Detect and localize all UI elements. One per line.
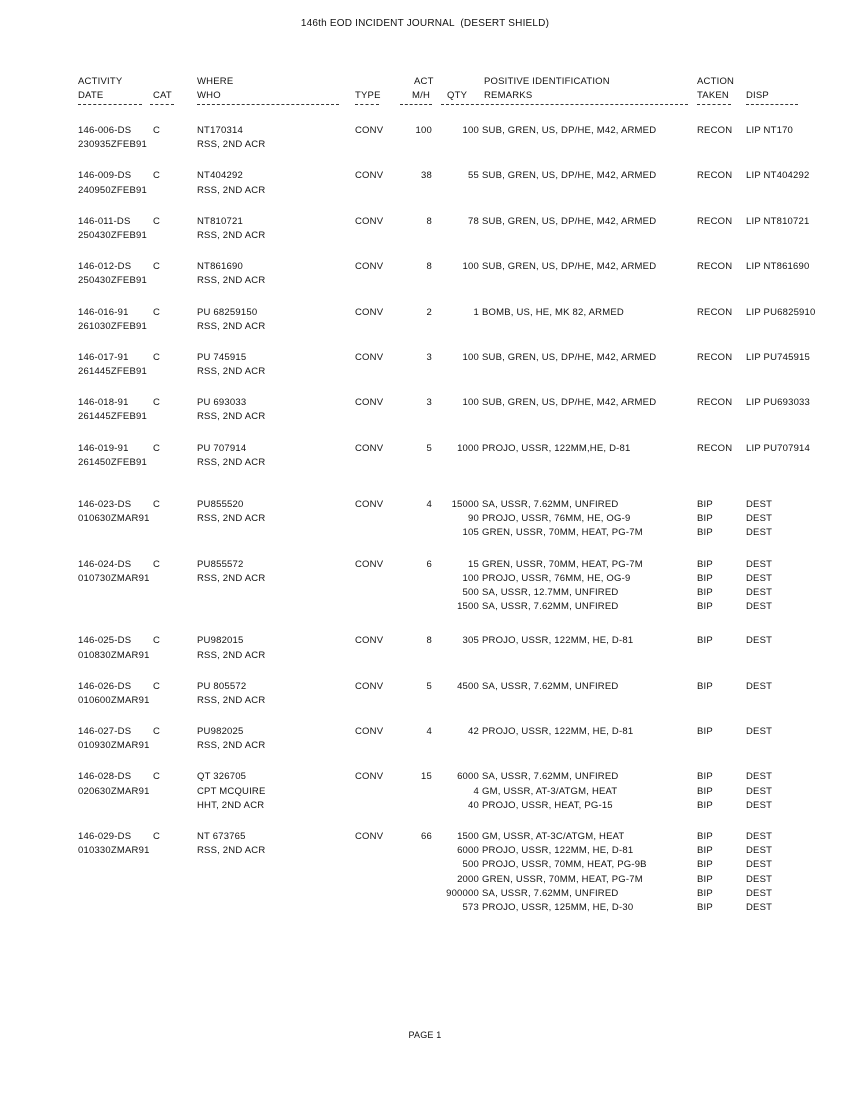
entry-line	[0, 170, 850, 184]
date-time-group: 240950ZFEB91	[78, 184, 147, 196]
remarks: PROJO, USSR, 122MM, HE, D-81	[482, 635, 634, 647]
remarks: GREN, USSR, 70MM, HEAT, PG-7M	[482, 873, 643, 885]
entry-line	[0, 125, 850, 139]
incident-number: 146-017-91	[78, 351, 129, 363]
location-who: NT810721	[197, 215, 243, 227]
incident-entry	[0, 726, 850, 754]
action-taken: BIP	[697, 845, 713, 857]
remarks: SA, USSR, 7.62MM, UNFIRED	[482, 887, 619, 899]
quantity: 100	[462, 572, 479, 584]
quantity: 1	[473, 306, 479, 318]
incident-entry	[0, 352, 850, 380]
remarks: BOMB, US, HE, MK 82, ARMED	[482, 306, 624, 318]
location-who: CPT MCQUIRE	[197, 785, 266, 797]
date-time-group: 020630ZMAR91	[78, 785, 150, 797]
disposition: LIP PU707914	[746, 442, 811, 454]
header-mh: M/H	[412, 90, 431, 101]
disposition: DEST	[746, 771, 773, 783]
disposition: DEST	[746, 845, 773, 857]
quantity: 42	[468, 726, 479, 738]
entry-line	[0, 800, 850, 814]
divider	[78, 104, 142, 105]
incident-number: 146-028-DS	[78, 771, 132, 783]
entry-line	[0, 352, 850, 366]
remarks: PROJO, USSR, 122MM, HE, D-81	[482, 726, 634, 738]
entry-line	[0, 499, 850, 513]
action-taken: BIP	[697, 586, 713, 598]
divider	[400, 104, 432, 105]
divider	[355, 104, 379, 105]
category: C	[153, 215, 161, 227]
entry-line	[0, 307, 850, 321]
entry-line	[0, 888, 850, 902]
incident-number: 146-025-DS	[78, 635, 132, 647]
remarks: SA, USSR, 7.62MM, UNFIRED	[482, 601, 619, 613]
quantity: 105	[462, 527, 479, 539]
quantity: 1500	[457, 601, 479, 613]
entry-line	[0, 513, 850, 527]
divider	[697, 104, 731, 105]
disposition: DEST	[746, 680, 773, 692]
quantity: 305	[462, 635, 479, 647]
man-hours: 3	[426, 397, 432, 409]
disposition: DEST	[746, 799, 773, 811]
action-taken: BIP	[697, 799, 713, 811]
disposition: DEST	[746, 726, 773, 738]
incident-entry	[0, 216, 850, 244]
action-taken: BIP	[697, 901, 713, 913]
quantity: 100	[462, 125, 479, 136]
location-who: RSS, 2ND ACR	[197, 572, 266, 584]
category: C	[153, 499, 161, 510]
disposition: DEST	[746, 873, 773, 885]
action-taken: RECON	[697, 261, 733, 273]
entry-line	[0, 443, 850, 457]
entry-line	[0, 859, 850, 873]
quantity: 1500	[457, 831, 479, 842]
man-hours: 2	[426, 306, 432, 318]
incident-type: CONV	[355, 306, 384, 318]
entry-line	[0, 681, 850, 695]
location-who: NT404292	[197, 170, 243, 182]
action-taken: BIP	[697, 785, 713, 797]
action-taken: RECON	[697, 125, 733, 136]
remarks: SUB, GREN, US, DP/HE, M42, ARMED	[482, 170, 657, 182]
location-who: RSS, 2ND ACR	[197, 740, 266, 752]
incident-entry	[0, 125, 850, 153]
disposition: LIP NT861690	[746, 261, 810, 273]
action-taken: BIP	[697, 558, 713, 570]
action-taken: BIP	[697, 873, 713, 885]
category: C	[153, 397, 161, 409]
remarks: PROJO, USSR, 125MM, HE, D-30	[482, 901, 634, 913]
category: C	[153, 261, 161, 273]
incident-entry	[0, 261, 850, 289]
entry-line	[0, 845, 850, 859]
quantity: 2000	[457, 873, 479, 885]
incident-type: CONV	[355, 726, 384, 738]
entry-line	[0, 902, 850, 916]
entry-line	[0, 786, 850, 800]
location-who: RSS, 2ND ACR	[197, 320, 266, 332]
location-who: RSS, 2ND ACR	[197, 411, 266, 423]
header-remarks: REMARKS	[484, 90, 533, 101]
date-time-group: 010930ZMAR91	[78, 740, 150, 752]
location-who: PU 805572	[197, 680, 247, 692]
header-disp: DISP	[746, 90, 769, 101]
location-who: RSS, 2ND ACR	[197, 649, 266, 661]
action-taken: BIP	[697, 831, 713, 842]
journal-title: 146th EOD INCIDENT JOURNAL (DESERT SHIELD)	[300, 18, 550, 29]
action-taken: BIP	[697, 680, 713, 692]
category: C	[153, 170, 161, 182]
action-taken: BIP	[697, 771, 713, 783]
action-taken: BIP	[697, 887, 713, 899]
remarks: SA, USSR, 7.62MM, UNFIRED	[482, 771, 619, 783]
action-taken: BIP	[697, 635, 713, 647]
disposition: DEST	[746, 785, 773, 797]
divider	[441, 104, 688, 105]
disposition: DEST	[746, 513, 773, 525]
date-time-group: 250430ZFEB91	[78, 275, 147, 287]
location-who: PU 745915	[197, 351, 247, 363]
entry-line	[0, 650, 850, 664]
quantity: 90	[468, 513, 479, 525]
action-taken: RECON	[697, 306, 733, 318]
man-hours: 8	[426, 215, 432, 227]
location-who: PU982025	[197, 726, 244, 738]
incident-entry	[0, 443, 850, 471]
location-who: NT861690	[197, 261, 243, 273]
divider	[197, 104, 339, 105]
location-who: PU982015	[197, 635, 244, 647]
man-hours: 5	[426, 442, 432, 454]
incident-number: 146-026-DS	[78, 680, 132, 692]
incident-number: 146-009-DS	[78, 170, 132, 182]
header-qty: QTY	[447, 90, 468, 101]
category: C	[153, 306, 161, 318]
entry-line	[0, 527, 850, 541]
disposition: DEST	[746, 572, 773, 584]
entry-line	[0, 411, 850, 425]
entry-line	[0, 275, 850, 289]
remarks: SA, USSR, 12.7MM, UNFIRED	[482, 586, 619, 598]
date-time-group: 261030ZFEB91	[78, 320, 147, 332]
disposition: DEST	[746, 901, 773, 913]
remarks: SUB, GREN, US, DP/HE, M42, ARMED	[482, 215, 657, 227]
quantity: 500	[462, 859, 479, 871]
incident-number: 146-029-DS	[78, 831, 132, 842]
disposition: DEST	[746, 601, 773, 613]
quantity: 4	[473, 785, 479, 797]
incident-type: CONV	[355, 499, 384, 510]
header-positive-id: POSITIVE IDENTIFICATION	[484, 76, 610, 87]
header-action: ACTION	[697, 76, 735, 87]
location-who: RSS, 2ND ACR	[197, 694, 266, 706]
action-taken: BIP	[697, 859, 713, 871]
incident-type: CONV	[355, 215, 384, 227]
action-taken: RECON	[697, 215, 733, 227]
man-hours: 8	[426, 635, 432, 647]
man-hours: 15	[421, 771, 432, 783]
category: C	[153, 125, 161, 136]
disposition: LIP PU745915	[746, 351, 811, 363]
location-who: RSS, 2ND ACR	[197, 139, 266, 151]
incident-entry	[0, 559, 850, 616]
incident-type: CONV	[355, 635, 384, 647]
location-who: HHT, 2ND ACR	[197, 799, 265, 811]
man-hours: 3	[426, 351, 432, 363]
disposition: DEST	[746, 831, 773, 842]
remarks: GM, USSR, AT-3C/ATGM, HEAT	[482, 831, 625, 842]
incident-number: 146-024-DS	[78, 558, 132, 570]
incident-number: 146-016-91	[78, 306, 129, 318]
date-time-group: 010330ZMAR91	[78, 845, 150, 857]
date-time-group: 010730ZMAR91	[78, 572, 150, 584]
date-time-group: 010630ZMAR91	[78, 513, 150, 525]
disposition: DEST	[746, 586, 773, 598]
header-where: WHERE	[197, 76, 234, 87]
entry-line	[0, 185, 850, 199]
disposition: DEST	[746, 499, 773, 510]
location-who: RSS, 2ND ACR	[197, 456, 266, 468]
entry-line	[0, 397, 850, 411]
date-time-group: 261445ZFEB91	[78, 411, 147, 423]
entry-line	[0, 261, 850, 275]
category: C	[153, 831, 161, 842]
header-who: WHO	[197, 90, 221, 101]
date-time-group: 230935ZFEB91	[78, 139, 147, 151]
divider	[150, 104, 174, 105]
action-taken: BIP	[697, 572, 713, 584]
remarks: SUB, GREN, US, DP/HE, M42, ARMED	[482, 397, 657, 409]
man-hours: 6	[426, 558, 432, 570]
incident-type: CONV	[355, 771, 384, 783]
header-date: DATE	[78, 90, 104, 101]
action-taken: RECON	[697, 351, 733, 363]
entry-line	[0, 366, 850, 380]
date-time-group: 010830ZMAR91	[78, 649, 150, 661]
remarks: SUB, GREN, US, DP/HE, M42, ARMED	[482, 261, 657, 273]
man-hours: 100	[415, 125, 432, 136]
location-who: PU855572	[197, 558, 244, 570]
action-taken: RECON	[697, 170, 733, 182]
category: C	[153, 635, 161, 647]
man-hours: 66	[421, 831, 432, 842]
quantity: 6000	[457, 845, 479, 857]
remarks: SA, USSR, 7.62MM, UNFIRED	[482, 680, 619, 692]
man-hours: 4	[426, 499, 432, 510]
location-who: RSS, 2ND ACR	[197, 275, 266, 287]
incident-entry	[0, 681, 850, 709]
incident-number: 146-006-DS	[78, 125, 132, 136]
incident-type: CONV	[355, 680, 384, 692]
disposition: DEST	[746, 859, 773, 871]
man-hours: 4	[426, 726, 432, 738]
quantity: 15	[468, 558, 479, 570]
disposition: DEST	[746, 527, 773, 539]
page-number: PAGE 1	[408, 1030, 442, 1040]
disposition: LIP PU693033	[746, 397, 811, 409]
disposition: LIP NT810721	[746, 215, 810, 227]
remarks: SUB, GREN, US, DP/HE, M42, ARMED	[482, 351, 657, 363]
header-cat: CAT	[153, 90, 172, 101]
action-taken: BIP	[697, 499, 713, 510]
category: C	[153, 680, 161, 692]
entry-line	[0, 874, 850, 888]
date-time-group: 261445ZFEB91	[78, 366, 147, 378]
man-hours: 38	[421, 170, 432, 182]
quantity: 40	[468, 799, 479, 811]
entry-line	[0, 726, 850, 740]
incident-type: CONV	[355, 558, 384, 570]
entry-line	[0, 230, 850, 244]
quantity: 4500	[457, 680, 479, 692]
incident-number: 146-012-DS	[78, 261, 132, 273]
entry-line	[0, 695, 850, 709]
date-time-group: 261450ZFEB91	[78, 456, 147, 468]
remarks: GREN, USSR, 70MM, HEAT, PG-7M	[482, 527, 643, 539]
entry-line	[0, 771, 850, 785]
entry-line	[0, 635, 850, 649]
incident-number: 146-018-91	[78, 397, 129, 409]
remarks: PROJO, USSR, 76MM, HE, OG-9	[482, 513, 631, 525]
quantity: 55	[468, 170, 479, 182]
location-who: QT 326705	[197, 771, 247, 783]
incident-entry	[0, 170, 850, 198]
entry-line	[0, 573, 850, 587]
remarks: GREN, USSR, 70MM, HEAT, PG-7M	[482, 558, 643, 570]
disposition: LIP NT170	[746, 125, 794, 136]
quantity: 15000	[451, 499, 479, 510]
remarks: PROJO, USSR, 122MM,HE, D-81	[482, 442, 631, 454]
date-time-group: 010600ZMAR91	[78, 694, 150, 706]
header-taken: TAKEN	[697, 90, 729, 101]
location-who: RSS, 2ND ACR	[197, 184, 266, 196]
entry-line	[0, 587, 850, 601]
incident-number: 146-027-DS	[78, 726, 132, 738]
entry-line	[0, 457, 850, 471]
location-who: PU855520	[197, 499, 244, 510]
action-taken: RECON	[697, 442, 733, 454]
action-taken: BIP	[697, 527, 713, 539]
man-hours: 8	[426, 261, 432, 273]
header-act: ACT	[414, 76, 434, 87]
incident-number: 146-011-DS	[78, 215, 131, 227]
location-who: RSS, 2ND ACR	[197, 513, 266, 525]
action-taken: BIP	[697, 601, 713, 613]
incident-number: 146-023-DS	[78, 499, 132, 510]
category: C	[153, 351, 161, 363]
quantity: 6000	[457, 771, 479, 783]
remarks: PROJO, USSR, HEAT, PG-15	[482, 799, 613, 811]
category: C	[153, 558, 161, 570]
entry-line	[0, 831, 850, 845]
entry-line	[0, 139, 850, 153]
incident-entry	[0, 771, 850, 814]
incident-entry	[0, 831, 850, 916]
incident-type: CONV	[355, 442, 384, 454]
location-who: PU 693033	[197, 397, 247, 409]
incident-type: CONV	[355, 351, 384, 363]
category: C	[153, 726, 161, 738]
incident-type: CONV	[355, 397, 384, 409]
quantity: 900000	[446, 887, 479, 899]
date-time-group: 250430ZFEB91	[78, 229, 147, 241]
quantity: 78	[468, 215, 479, 227]
entry-line	[0, 740, 850, 754]
incident-type: CONV	[355, 170, 384, 182]
action-taken: RECON	[697, 397, 733, 409]
incident-type: CONV	[355, 125, 384, 136]
entry-line	[0, 559, 850, 573]
entry-line	[0, 601, 850, 615]
man-hours: 5	[426, 680, 432, 692]
quantity: 100	[462, 351, 479, 363]
incident-list	[0, 125, 850, 933]
incident-type: CONV	[355, 831, 384, 842]
quantity: 1000	[457, 442, 479, 454]
remarks: GM, USSR, AT-3/ATGM, HEAT	[482, 785, 618, 797]
disposition: DEST	[746, 558, 773, 570]
incident-number: 146-019-91	[78, 442, 129, 454]
disposition: DEST	[746, 887, 773, 899]
disposition: LIP PU6825910	[746, 306, 816, 318]
location-who: RSS, 2ND ACR	[197, 366, 266, 378]
category: C	[153, 771, 161, 783]
category: C	[153, 442, 161, 454]
location-who: PU 68259150	[197, 306, 258, 318]
disposition: DEST	[746, 635, 773, 647]
remarks: PROJO, USSR, 122MM, HE, D-81	[482, 845, 634, 857]
remarks: PROJO, USSR, 70MM, HEAT, PG-9B	[482, 859, 647, 871]
action-taken: BIP	[697, 513, 713, 525]
entry-line	[0, 321, 850, 335]
location-who: PU 707914	[197, 442, 247, 454]
quantity: 100	[462, 397, 479, 409]
quantity: 100	[462, 261, 479, 273]
remarks: SA, USSR, 7.62MM, UNFIRED	[482, 499, 619, 510]
incident-type: CONV	[355, 261, 384, 273]
remarks: SUB, GREN, US, DP/HE, M42, ARMED	[482, 125, 657, 136]
divider	[746, 104, 798, 105]
quantity: 573	[462, 901, 479, 913]
disposition: LIP NT404292	[746, 170, 810, 182]
location-who: RSS, 2ND ACR	[197, 845, 266, 857]
quantity: 500	[462, 586, 479, 598]
remarks: PROJO, USSR, 76MM, HE, OG-9	[482, 572, 631, 584]
location-who: NT170314	[197, 125, 243, 136]
incident-entry	[0, 499, 850, 542]
location-who: NT 673765	[197, 831, 246, 842]
action-taken: BIP	[697, 726, 713, 738]
entry-line	[0, 216, 850, 230]
location-who: RSS, 2ND ACR	[197, 229, 266, 241]
incident-entry	[0, 397, 850, 425]
header-activity: ACTIVITY	[78, 76, 123, 87]
header-type: TYPE	[355, 90, 381, 101]
incident-entry	[0, 307, 850, 335]
incident-entry	[0, 635, 850, 663]
